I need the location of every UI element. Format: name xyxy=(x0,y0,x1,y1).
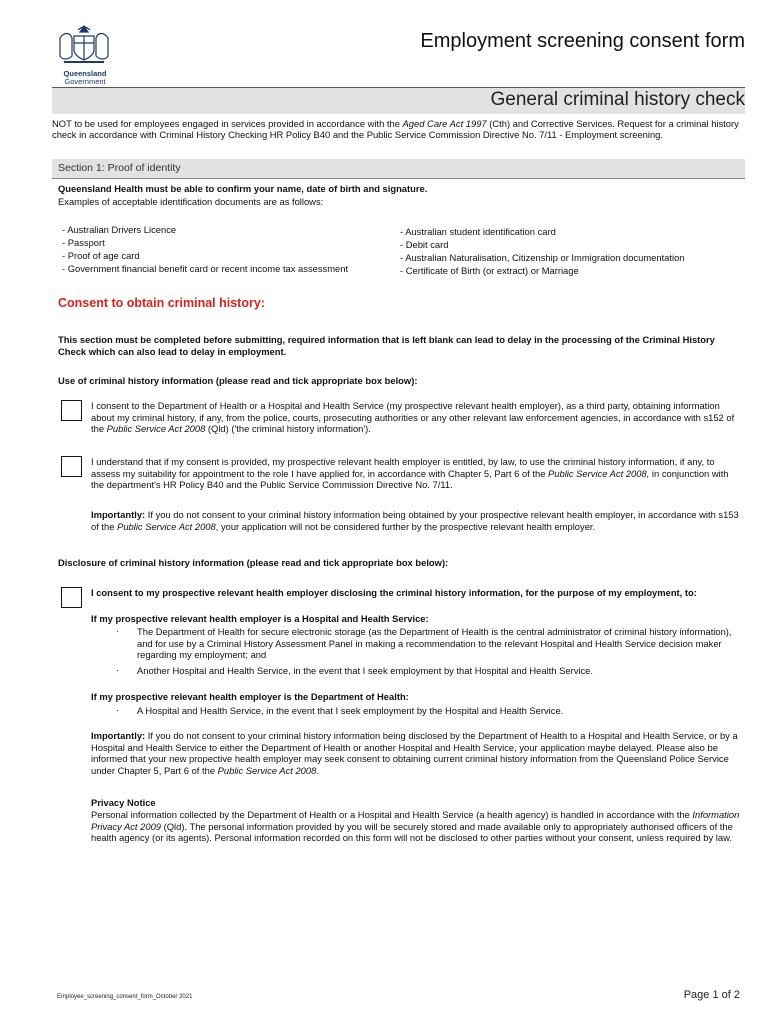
if-doh-heading: If my prospective relevant health employer is the Department of Health: xyxy=(91,691,409,702)
use-heading: Use of criminal history information (please read and tick appropriate box below): xyxy=(58,375,418,386)
importantly2-label: Importantly: xyxy=(91,730,146,741)
list-item: - Australian Drivers Licence xyxy=(62,224,177,235)
id-list-right xyxy=(400,225,745,277)
hhs-item-2: Another Hospital and Health Service, in the event that I seek employment by that Hospital and Health Service. xyxy=(137,665,593,676)
bullet-icon: · xyxy=(116,665,119,675)
consent1-text: I consent to the Department of Health or a Hospital and Health Service (my prospective relevant health employer), as a third party, obtaining information about my criminal history, if any, from the police, courts, prosecuting authorities or any other relevant law enforcement agencies, in accordance with s152 of the Public Service Act 2008 (Qld) ('the criminal history information'). xyxy=(91,400,735,434)
form-title: Employment screening consent form xyxy=(420,30,745,52)
disclosure-heading: Disclosure of criminal history information (please read and tick appropriate box below): xyxy=(58,557,449,568)
privacy-text: Personal information collected by the Department of Health or a Hospital and Health Service (a health agency) is handled in accordance with the Information Privacy Act 2009 (Qld). The personal information provided by you will be securely stored and made available only to appropriately authorised officers of the health agency (or its agents). Personal information recorded on this form will not be disclosed to other parties without your consent, unless required by law. xyxy=(91,809,740,843)
must-complete-note: This section must be completed before submitting, required information that is left blank can lead to delay in the processing of the Criminal History Check which can also lead to delay in employment. xyxy=(58,334,715,357)
consent-heading: Consent to obtain criminal history: xyxy=(58,296,265,310)
section1-examples: Examples of acceptable identification documents are as follows: xyxy=(58,196,324,207)
importantly2-text: Importantly: If you do not consent to your criminal history information being disclosed by the Department of Health to a Hospital and Health Service, or by a Hospital and Health Service to either the Department of Health or another Hospital and Health Service, your application maybe delayed. Please also be informed that your new propective health employer may seek consent to obtaining current criminal history information from the Queensland Police Service under Chapter 5, Part 6 of the Public Service Act 2008. xyxy=(91,730,738,776)
consent-obtain-checkbox[interactable] xyxy=(61,400,82,421)
logo-text-government: Government xyxy=(64,77,106,86)
logo-text-queensland: Queensland xyxy=(63,69,107,78)
importantly1-label: Importantly: xyxy=(91,509,146,520)
list-item: - Certificate of Birth (or extract) or Marriage xyxy=(400,265,579,276)
privacy-heading: Privacy Notice xyxy=(91,797,156,808)
id-list-left xyxy=(62,223,397,275)
intro-text: NOT to be used for employees engaged in services provided in accordance with the Aged Care Act 1997 (Cth) and Corrective Services. Request for a criminal history check in accordance with Criminal History Checking HR Policy B40 and the Public Service Commission Directive No. 7/11 - Employment screening. xyxy=(52,118,739,140)
footer-filename: Employee_screening_consent_form_October 2021 xyxy=(57,994,193,1000)
if-hhs-heading: If my prospective relevant health employer is a Hospital and Health Service: xyxy=(91,613,429,624)
section1-label: Section 1: Proof of identity xyxy=(58,162,181,174)
section1-lead: Queensland Health must be able to confirm your name, date of birth and signature. xyxy=(58,183,428,194)
form-subtitle: General criminal history check xyxy=(490,89,745,110)
hhs-item-1: The Department of Health for secure electronic storage (as the Department of Health is the central administrator of criminal history information), and for use by a Criminal History Assessment Panel in making a recommendation to the relevant Hospital and Health Service decision maker regarding my employment; and xyxy=(137,626,732,660)
consent3-text: I consent to my prospective relevant health employer disclosing the criminal history information, for the purpose of my employment, to: xyxy=(91,587,697,598)
consent-disclose-checkbox[interactable] xyxy=(61,587,82,608)
queensland-government-logo xyxy=(48,22,120,88)
bullet-icon: · xyxy=(116,626,119,636)
consent2-text: I understand that if my consent is provided, my prospective relevant health employer is entitled, by law, to use the criminal history information, if any, to assess my suitability for appointment to the role I have applied for, in accordance with Chapter 5, Part 6 of the Public Service Act 2008, in conjunction with the department's HR Policy B40 and the Public Service Commission Directive No. 7/11. xyxy=(91,456,729,490)
doh-item-1: A Hospital and Health Service, in the event that I seek employment by the Hospital and Health Service. xyxy=(137,705,564,716)
list-item: - Australian student identification card xyxy=(400,226,556,237)
list-item: - Government financial benefit card or recent income tax assessment xyxy=(62,263,349,274)
list-item: - Proof of age card xyxy=(62,250,140,261)
consent-use-checkbox[interactable] xyxy=(61,456,82,477)
list-item: - Australian Naturalisation, Citizenship or Immigration documentation xyxy=(400,252,685,263)
page-number: Page 1 of 2 xyxy=(683,989,740,1001)
coat-of-arms-icon xyxy=(48,22,120,70)
bullet-icon: · xyxy=(116,705,119,715)
importantly1-text: Importantly: If you do not consent to your criminal history information being obtained by your prospective relevant health employer, in accordance with s153 of the Public Service Act 2008, your application will not be considered further by the prospective relevant health employer. xyxy=(91,509,739,532)
list-item: - Debit card xyxy=(400,239,449,250)
list-item: - Passport xyxy=(62,237,105,248)
